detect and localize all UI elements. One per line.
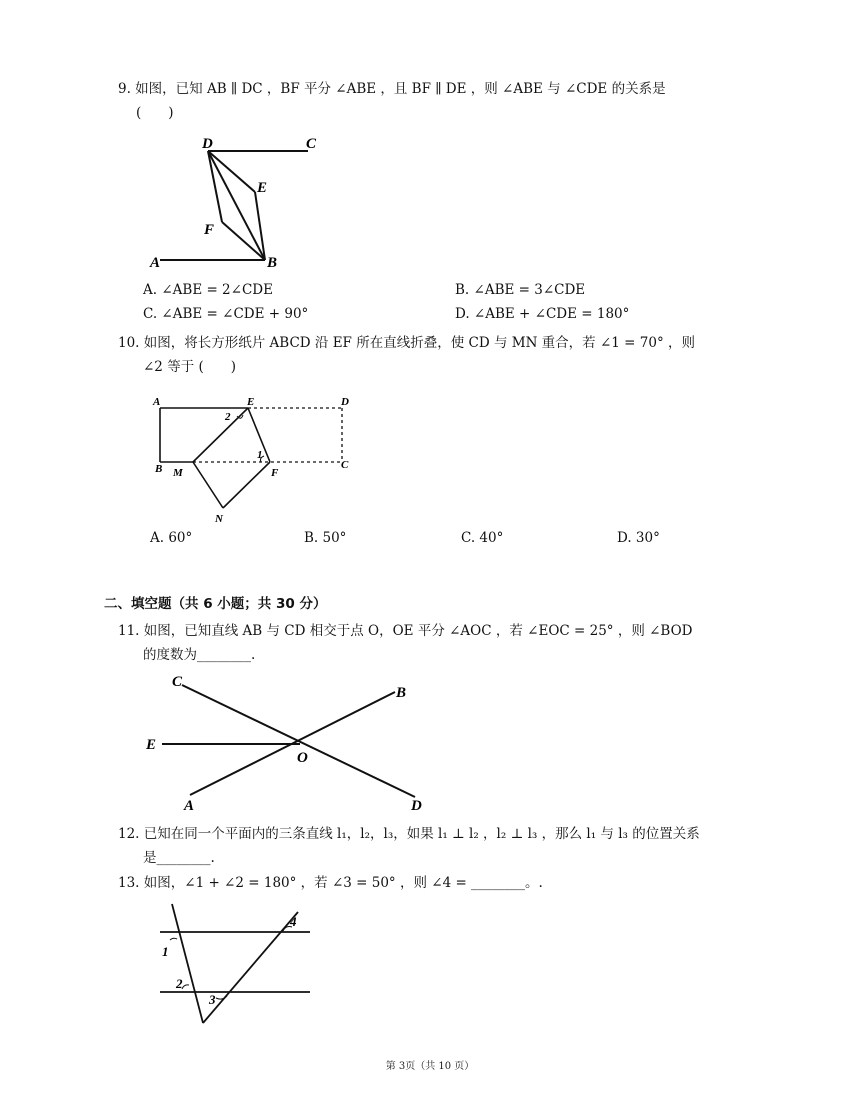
q9-label-e: E <box>257 180 268 196</box>
q11-figure <box>140 670 440 820</box>
q13-label-1: 1 <box>162 944 169 959</box>
q10-label-n: N <box>215 513 223 525</box>
q10-option-b[interactable]: B. 50° <box>304 530 347 546</box>
q10-label-c: C <box>341 459 349 471</box>
q10-option-d[interactable]: D. 30° <box>617 530 660 546</box>
q13-transversal-left <box>172 904 203 1023</box>
q11-label-a: A <box>184 798 195 814</box>
q13-label-2: 2 <box>176 976 183 991</box>
q11-label-o: O <box>297 750 308 766</box>
q13-label-3: 3 <box>209 992 216 1007</box>
q10-option-c[interactable]: C. 40° <box>461 530 504 546</box>
q10-label-1: 1 <box>257 449 263 461</box>
page-footer: 第 3页（共 10 页） <box>385 1061 475 1072</box>
q9-label-c: C <box>306 136 317 152</box>
q10-label-d: D <box>341 396 349 408</box>
q9-label-d: D <box>202 136 213 152</box>
q10-line-em <box>193 408 248 462</box>
section-2-title: 二、填空题（共 6 小题；共 30 分） <box>104 596 327 612</box>
q13-figure <box>150 900 330 1030</box>
q11-stem-line2: 的度数为________. <box>143 647 256 663</box>
q9-figure <box>140 130 330 272</box>
q11-label-c: C <box>172 674 183 690</box>
q11-stem-line1: 11. 如图，已知直线 AB 与 CD 相交于点 O，OE 平分 ∠AOC ，若 ∠EOC = 25° ，则 ∠BOD <box>118 623 693 639</box>
q12-stem-line1: 12. 已知在同一个平面内的三条直线 l₁，l₂，l₃，如果 l₁ ⊥ l₂ ，l₂ ⊥ l₃ ，那么 l₁ 与 l₃ 的位置关系 <box>118 826 700 842</box>
q10-label-b: B <box>155 463 163 475</box>
q9-label-f: F <box>204 222 215 238</box>
q13-transversal-right <box>203 912 298 1023</box>
q9-option-b[interactable]: B. ∠ABE = 3∠CDE <box>455 282 586 298</box>
q13-stem-line1: 13. 如图，∠1 + ∠2 = 180° ，若 ∠3 = 50° ，则 ∠4 = ________。. <box>118 875 543 891</box>
q10-stem-line2: ∠2 等于 ( ) <box>143 359 237 375</box>
q9-option-c[interactable]: C. ∠ABE = ∠CDE + 90° <box>143 306 309 322</box>
q9-label-a: A <box>150 255 161 271</box>
q12-stem-line2: 是________. <box>143 850 215 866</box>
q9-option-a[interactable]: A. ∠ABE = 2∠CDE <box>143 282 273 298</box>
q10-label-f: F <box>271 467 279 479</box>
q11-label-b: B <box>396 685 407 701</box>
q10-label-e: E <box>247 396 255 408</box>
q10-label-m: M <box>173 467 183 479</box>
q10-line-mn <box>193 462 223 508</box>
q11-label-e: E <box>146 737 157 753</box>
q9-line-fb <box>222 222 265 260</box>
q11-label-d: D <box>411 798 422 814</box>
q10-stem-line1: 10. 如图，将长方形纸片 ABCD 沿 EF 所在直线折叠，使 CD 与 MN 重合，若 ∠1 = 70° ，则 <box>118 335 695 351</box>
q10-label-a: A <box>153 396 161 408</box>
q13-label-4: 4 <box>290 914 297 929</box>
q9-label-b: B <box>267 255 278 271</box>
q10-label-2: 2 <box>225 411 231 423</box>
q10-line-nf <box>223 462 270 508</box>
q9-option-d[interactable]: D. ∠ABE + ∠CDE = 180° <box>455 306 630 322</box>
q10-option-a[interactable]: A. 60° <box>150 530 193 546</box>
q9-stem-line2: ( ) <box>136 105 174 121</box>
q9-stem-line1: 9. 如图，已知 AB ∥ DC ，BF 平分 ∠ABE ，且 BF ∥ DE ，则 ∠ABE 与 ∠CDE 的关系是 <box>118 81 666 97</box>
q10-figure <box>145 390 365 530</box>
